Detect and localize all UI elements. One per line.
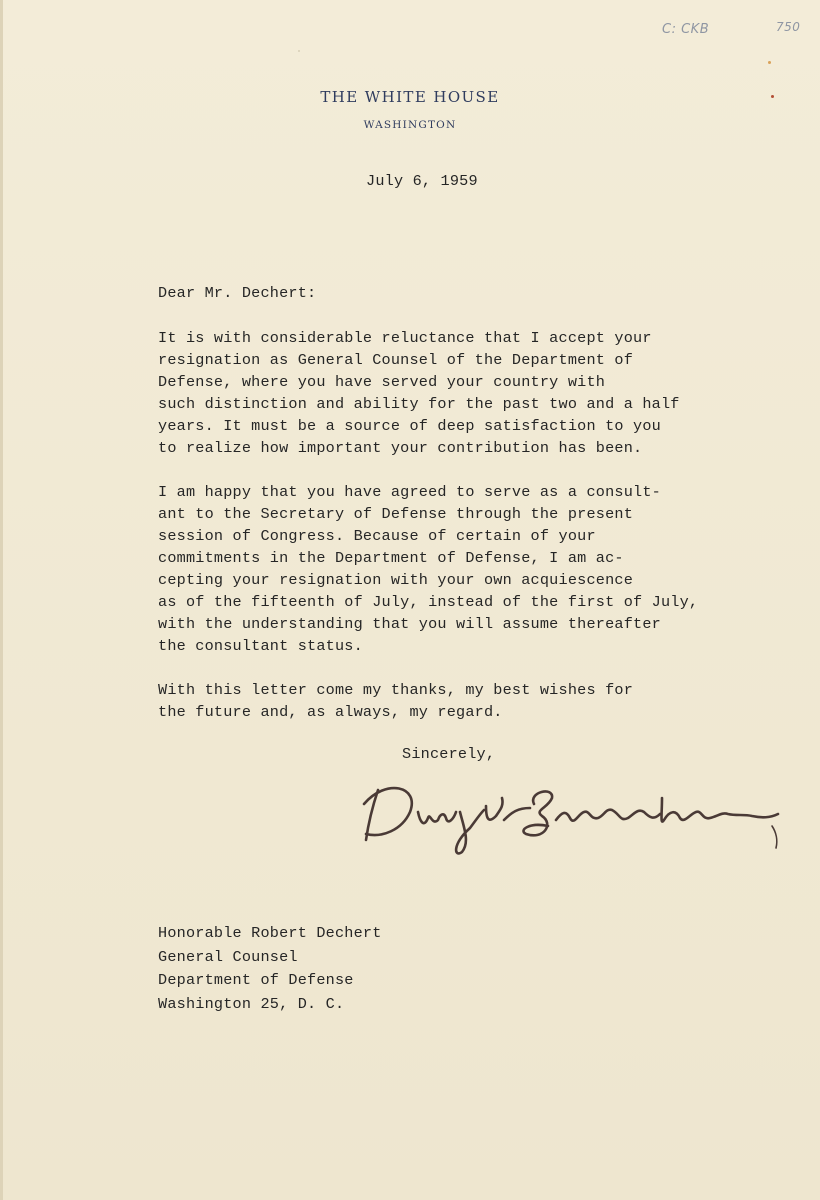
letterhead-subtitle: WASHINGTON: [363, 119, 457, 131]
paragraph-line: as of the fifteenth of July, instead of the first of July,: [158, 593, 699, 611]
paragraph-line: I am happy that you have agreed to serve as a consult-: [158, 483, 661, 501]
closing: Sincerely,: [402, 745, 496, 763]
recipient-city: Washington 25, D. C.: [158, 994, 345, 1013]
paragraph-line: session of Congress. Because of certain of your: [158, 527, 596, 545]
salutation: Dear Mr. Dechert:: [158, 284, 317, 302]
paragraph-line: With this letter come my thanks, my best wishes for: [158, 681, 634, 699]
paragraph-line: ant to the Secretary of Defense through the present: [158, 505, 634, 523]
letter-date: July 6, 1959: [366, 172, 478, 190]
paragraph-line: commitments in the Department of Defense, I am ac-: [158, 549, 624, 567]
letterhead-title: THE WHITE HOUSE: [320, 88, 500, 106]
recipient-department: Department of Defense: [158, 971, 354, 989]
paragraph-1: [158, 327, 680, 459]
paragraph-line: with the understanding that you will assume thereafter: [158, 615, 661, 633]
paragraph-3: [158, 679, 633, 723]
paragraph-line: It is with considerable reluctance that I accept your: [158, 329, 652, 347]
paragraph-line: years. It must be a source of deep satisfaction to you: [158, 417, 661, 435]
paper-edge: [0, 0, 3, 1200]
paragraph-line: the consultant status.: [158, 637, 363, 655]
paragraph-line: Defense, where you have served your country with: [158, 373, 606, 391]
recipient-name: Honorable Robert Dechert: [158, 924, 382, 942]
paragraph-2: [158, 481, 698, 657]
paragraph-line: such distinction and ability for the past two and a half: [158, 395, 680, 413]
pencil-price-note: 750: [776, 20, 801, 34]
recipient-title: General Counsel: [158, 947, 298, 966]
signature: [358, 768, 788, 858]
paragraph-line: the future and, as always, my regard.: [158, 703, 503, 721]
paragraph-line: to realize how important your contribution has been.: [158, 439, 643, 457]
pencil-archive-code: C: CKB: [662, 22, 710, 37]
paper-speck: [768, 61, 771, 64]
paragraph-line: cepting your resignation with your own acquiescence: [158, 571, 634, 589]
recipient-address: [158, 922, 382, 1016]
paragraph-line: resignation as General Counsel of the Department of: [158, 351, 634, 369]
paper-speck: [298, 50, 300, 52]
